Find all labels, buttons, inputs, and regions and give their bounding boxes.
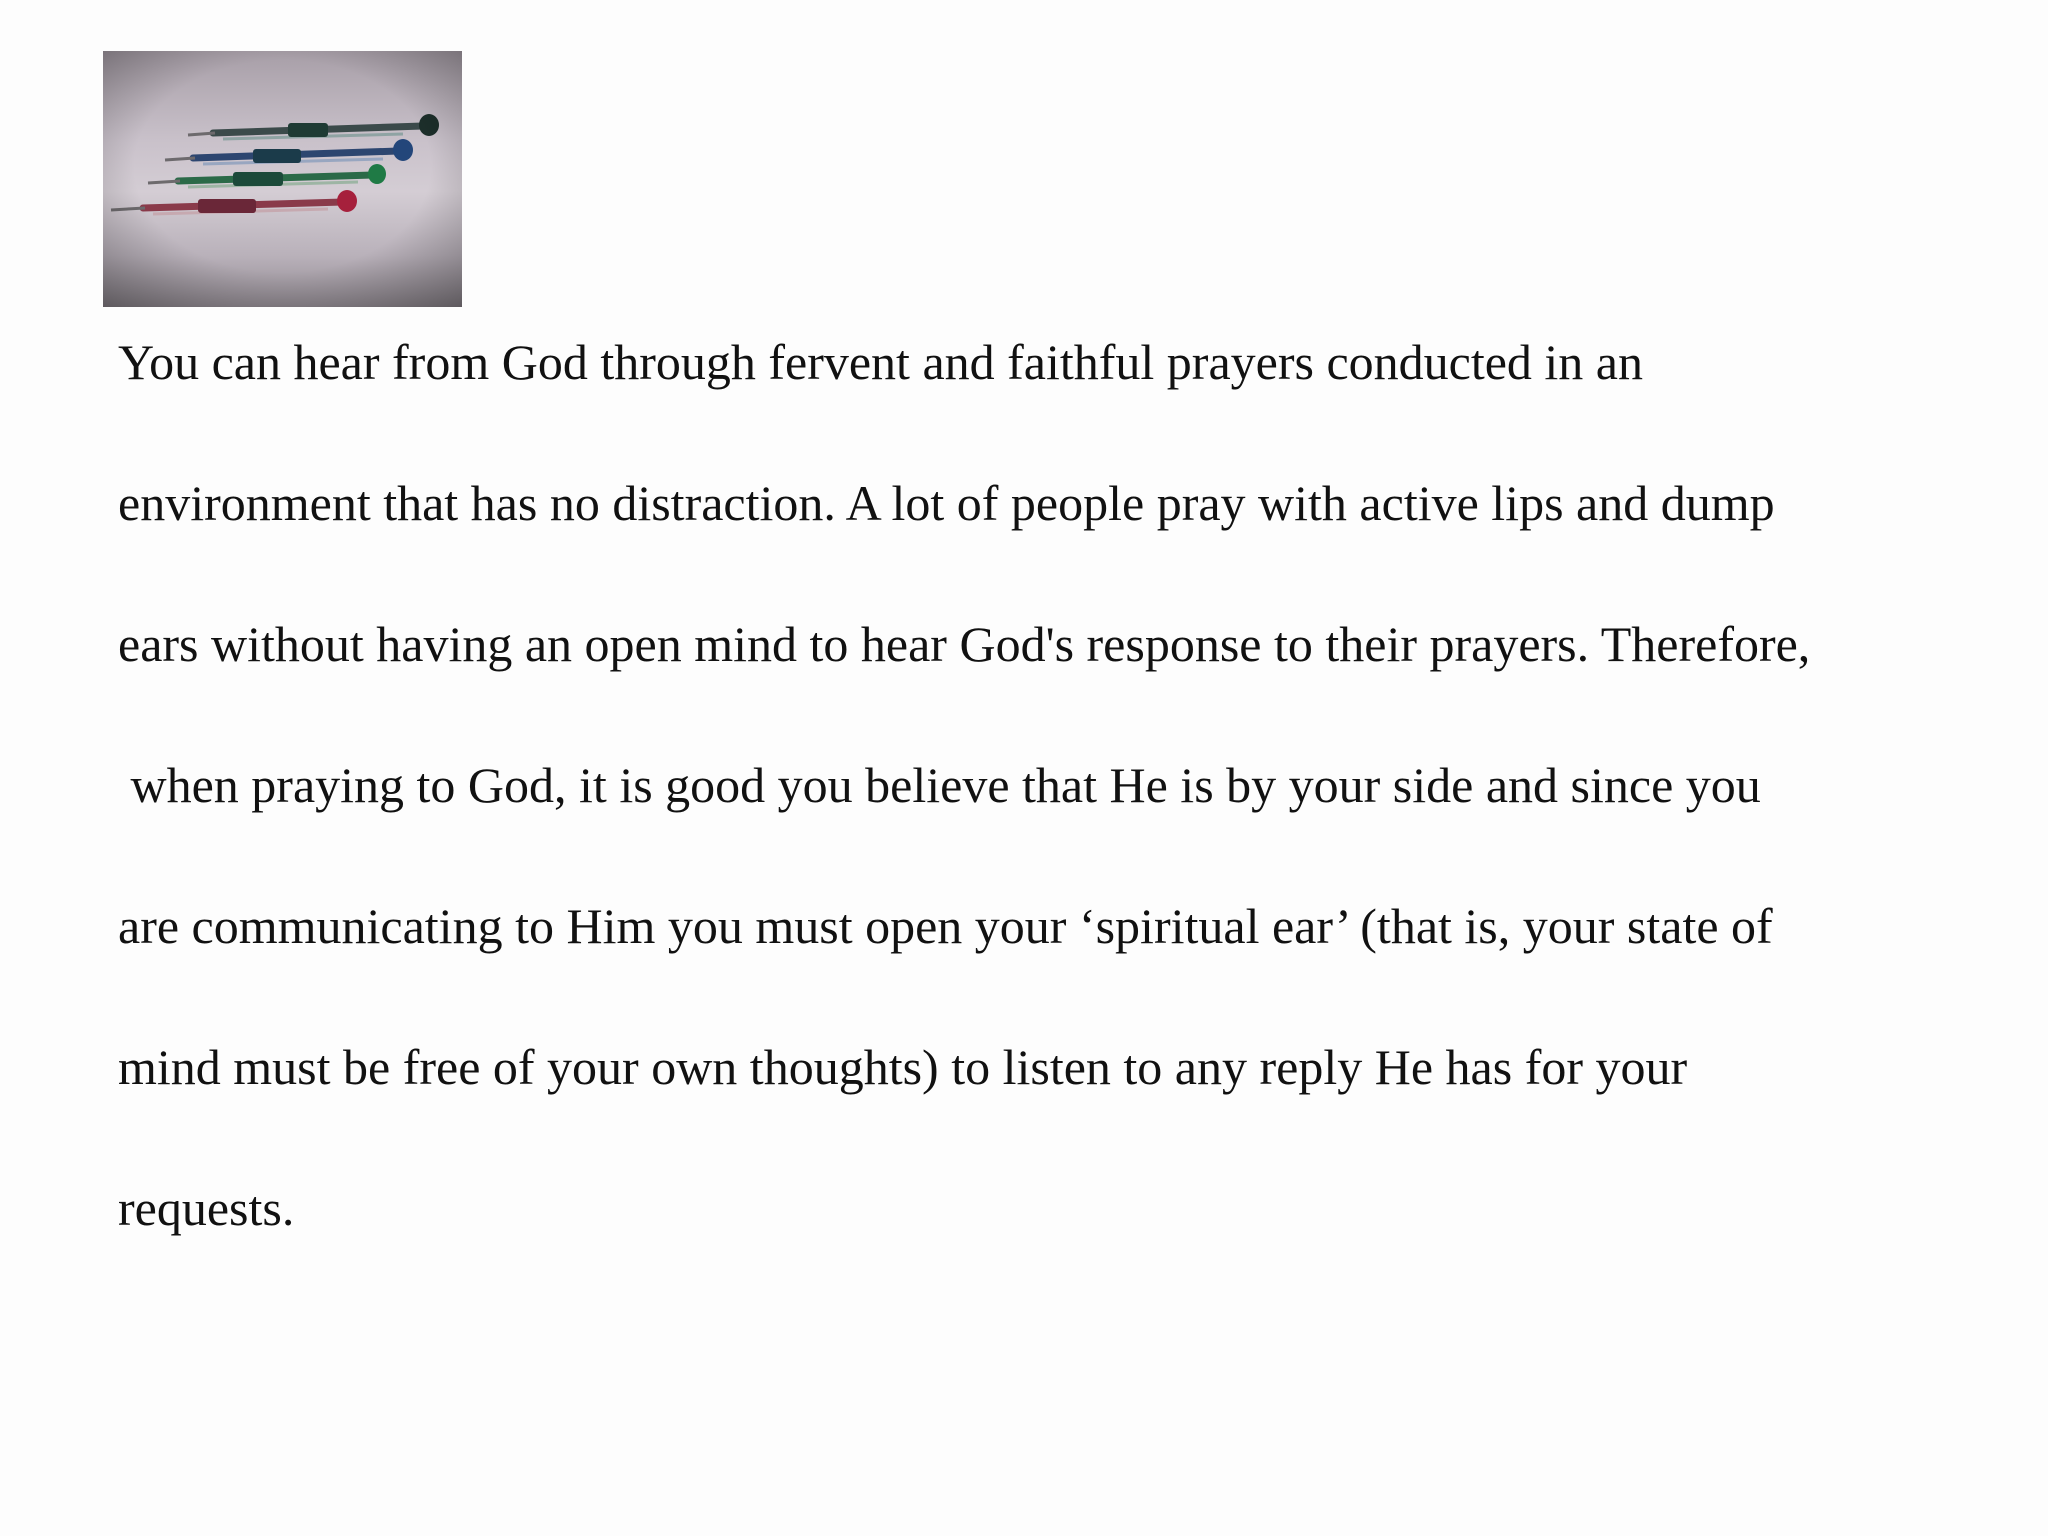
paragraph-line: ears without having an open mind to hear God's response to their prayers. Therefore, <box>118 616 1811 672</box>
paragraph-line: are communicating to Him you must open your ‘spiritual ear’ (that is, your state of <box>118 898 1773 954</box>
paragraph-line: mind must be free of your own thoughts) to listen to any reply He has for your <box>118 1039 1688 1095</box>
paragraph-line: requests. <box>118 1180 295 1236</box>
paragraph-line: You can hear from God through fervent and faithful prayers conducted in an <box>118 334 1643 390</box>
paragraph-line: environment that has no distraction. A lot of people pray with active lips and dump <box>118 475 1775 531</box>
paragraph-line: when praying to God, it is good you believe that He is by your side and since you <box>118 757 1761 813</box>
trumpets-icon <box>103 51 462 307</box>
trumpets-image <box>103 51 462 307</box>
